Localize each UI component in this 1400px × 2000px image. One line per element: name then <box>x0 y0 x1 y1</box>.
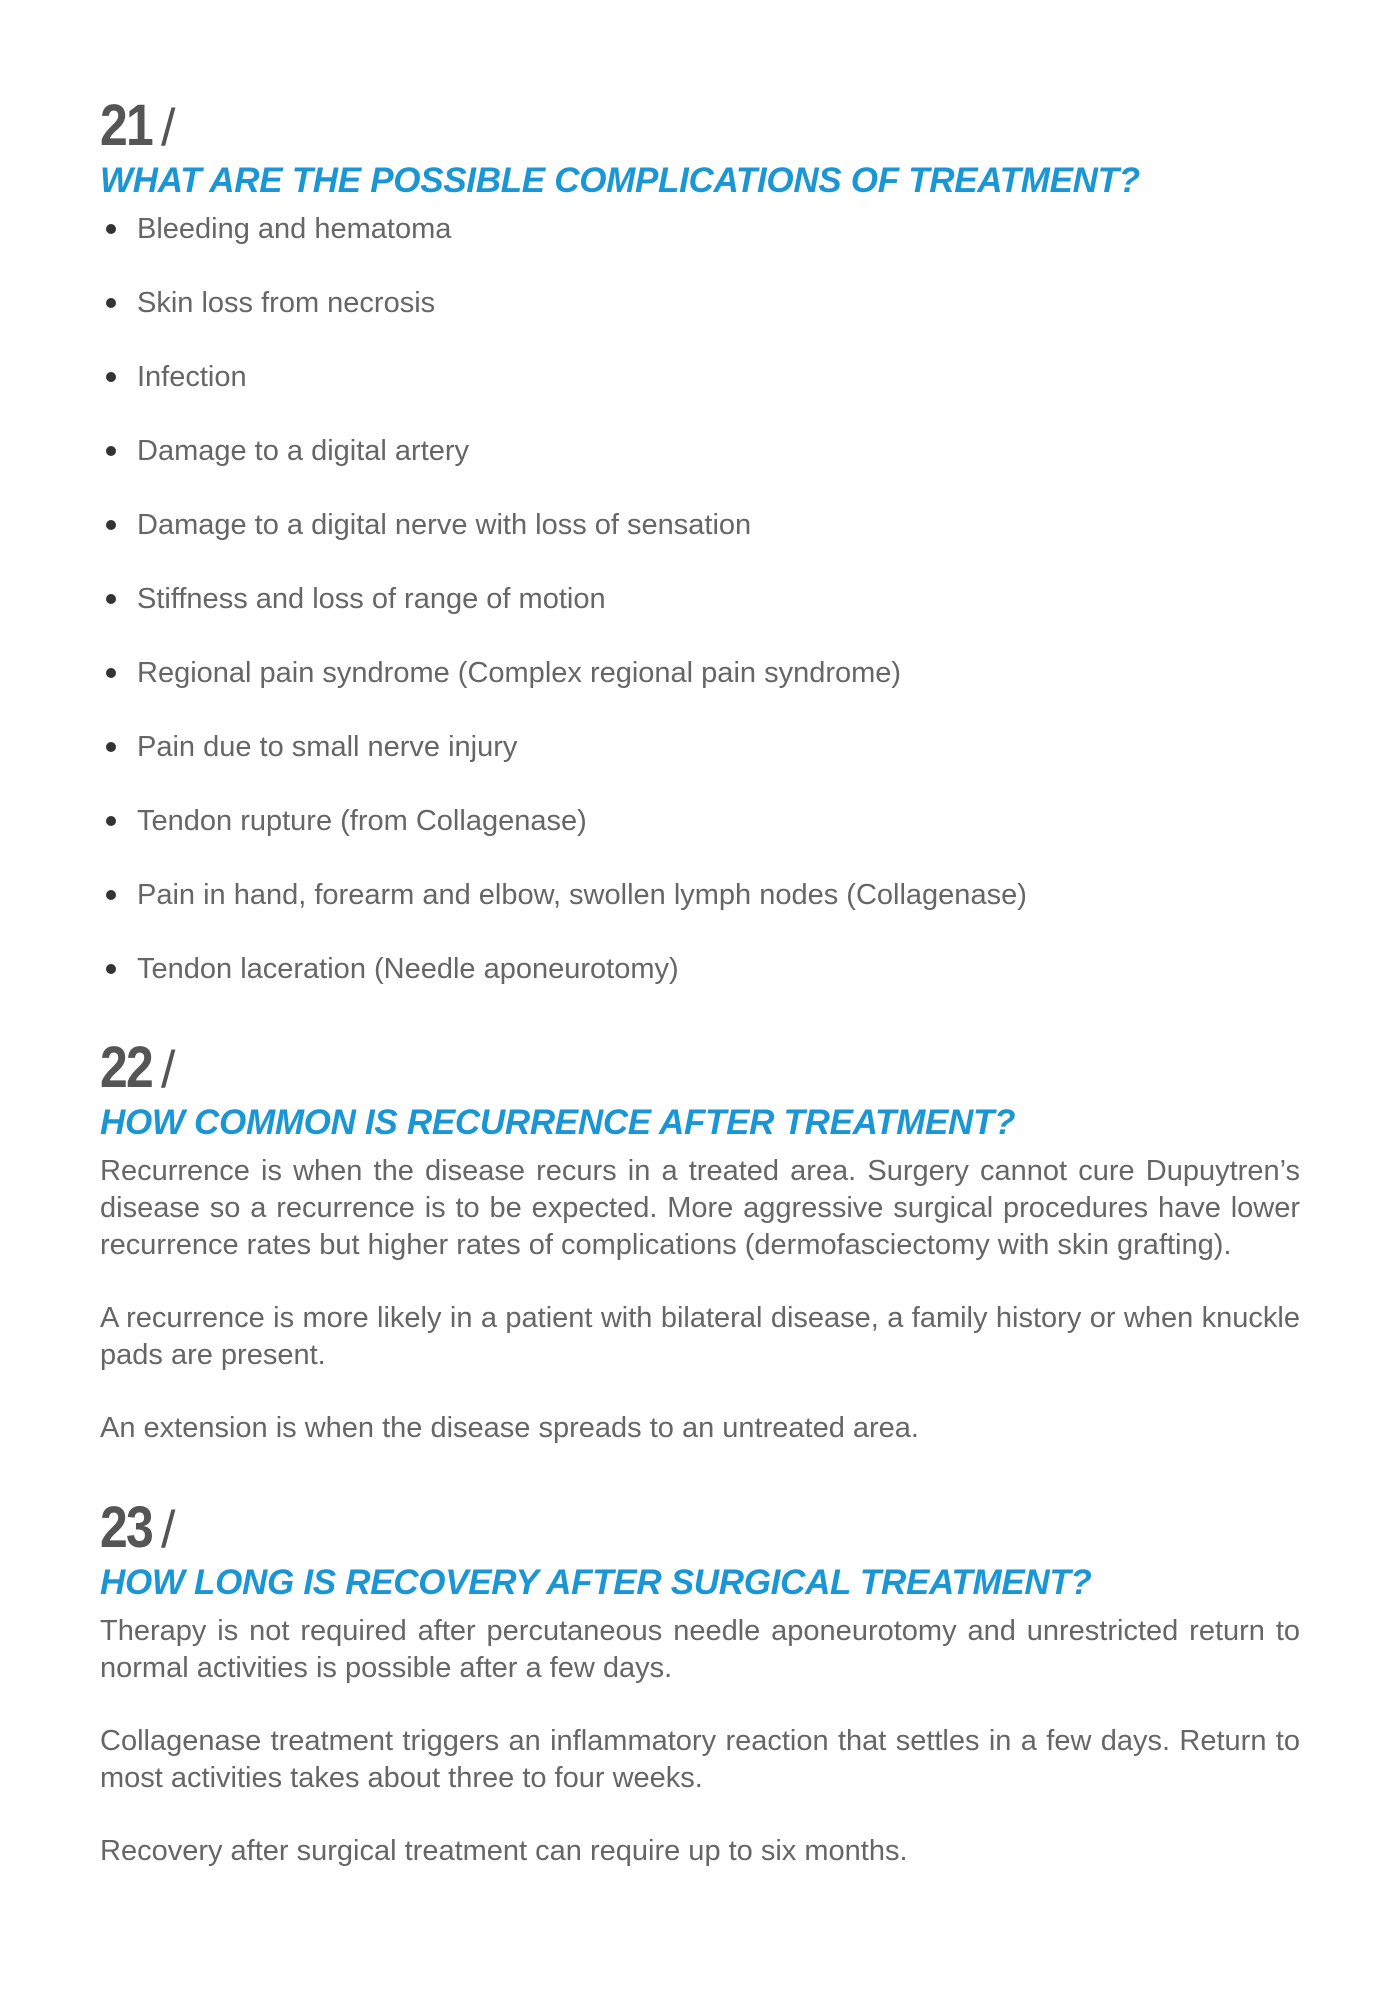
list-item <box>100 803 1300 839</box>
list-item <box>100 359 1300 395</box>
section-number: 23 <box>100 1495 153 1560</box>
section-slash: / <box>160 1501 176 1559</box>
bullet-icon <box>106 372 116 382</box>
list-item <box>100 433 1300 469</box>
list-item-text: Infection <box>137 361 247 393</box>
list-item-text: Pain in hand, forearm and elbow, swollen lymph nodes (Collagenase) <box>137 879 1027 911</box>
paragraph: An extension is when the disease spreads to an untreated area. <box>100 1412 919 1444</box>
list-item-text: Bleeding and hematoma <box>137 213 452 245</box>
paragraph: Collagenase treatment triggers an inflammatory reaction that settles in a few days. Return to most activities takes about three to four weeks. <box>100 1725 1300 1794</box>
list-item <box>100 951 1300 987</box>
section-heading: HOW LONG IS RECOVERY AFTER SURGICAL TREATMENT? <box>100 1563 1092 1602</box>
bullet-icon <box>106 446 116 456</box>
list-item-text: Damage to a digital artery <box>137 435 470 467</box>
bullet-icon <box>106 816 116 826</box>
bullet-icon <box>106 298 116 308</box>
bullet-icon <box>106 890 116 900</box>
list-item-text: Tendon laceration (Needle aponeurotomy) <box>137 953 679 985</box>
paragraph: Therapy is not required after percutaneous needle aponeurotomy and unrestricted return to normal activities is possible after a few days. <box>100 1615 1300 1684</box>
list-item <box>100 655 1300 691</box>
bullet-icon <box>106 742 116 752</box>
section-number: 21 <box>100 93 153 158</box>
bullet-icon <box>106 224 116 234</box>
bullet-icon <box>106 520 116 530</box>
section-heading: WHAT ARE THE POSSIBLE COMPLICATIONS OF TREATMENT? <box>100 161 1140 200</box>
complications-list <box>100 211 1300 987</box>
list-item <box>100 211 1300 247</box>
section-22 <box>100 1035 1300 1447</box>
list-item <box>100 877 1300 913</box>
paragraph: Recurrence is when the disease recurs in a treated area. Surgery cannot cure Dupuytren’s disease so a recurrence is to be expected. More aggressive surgical procedures have lower recurrence rates but higher rates of complications (dermofasciectomy with skin grafting). <box>100 1155 1300 1261</box>
paragraph: Recovery after surgical treatment can require up to six months. <box>100 1835 908 1867</box>
list-item <box>100 285 1300 321</box>
list-item-text: Regional pain syndrome (Complex regional pain syndrome) <box>137 657 902 689</box>
list-item <box>100 507 1300 543</box>
list-item <box>100 729 1300 765</box>
list-item-text: Pain due to small nerve injury <box>137 731 518 763</box>
list-item-text: Damage to a digital nerve with loss of sensation <box>137 509 752 541</box>
section-slash: / <box>160 1041 176 1099</box>
section-slash: / <box>160 99 176 157</box>
bullet-icon <box>106 668 116 678</box>
paragraph: A recurrence is more likely in a patient with bilateral disease, a family history or when knuckle pads are present. <box>100 1302 1300 1371</box>
section-number-line <box>100 1495 1300 1561</box>
section-21 <box>100 93 1300 987</box>
section-number-line <box>100 93 1300 159</box>
list-item <box>100 581 1300 617</box>
section-23 <box>100 1495 1300 1870</box>
section-number-line <box>100 1035 1300 1101</box>
list-item-text: Tendon rupture (from Collagenase) <box>137 805 587 837</box>
bullet-icon <box>106 964 116 974</box>
section-heading: HOW COMMON IS RECURRENCE AFTER TREATMENT? <box>100 1103 1016 1142</box>
list-item-text: Stiffness and loss of range of motion <box>137 583 606 615</box>
section-number: 22 <box>100 1035 153 1100</box>
bullet-icon <box>106 594 116 604</box>
list-item-text: Skin loss from necrosis <box>137 287 436 319</box>
